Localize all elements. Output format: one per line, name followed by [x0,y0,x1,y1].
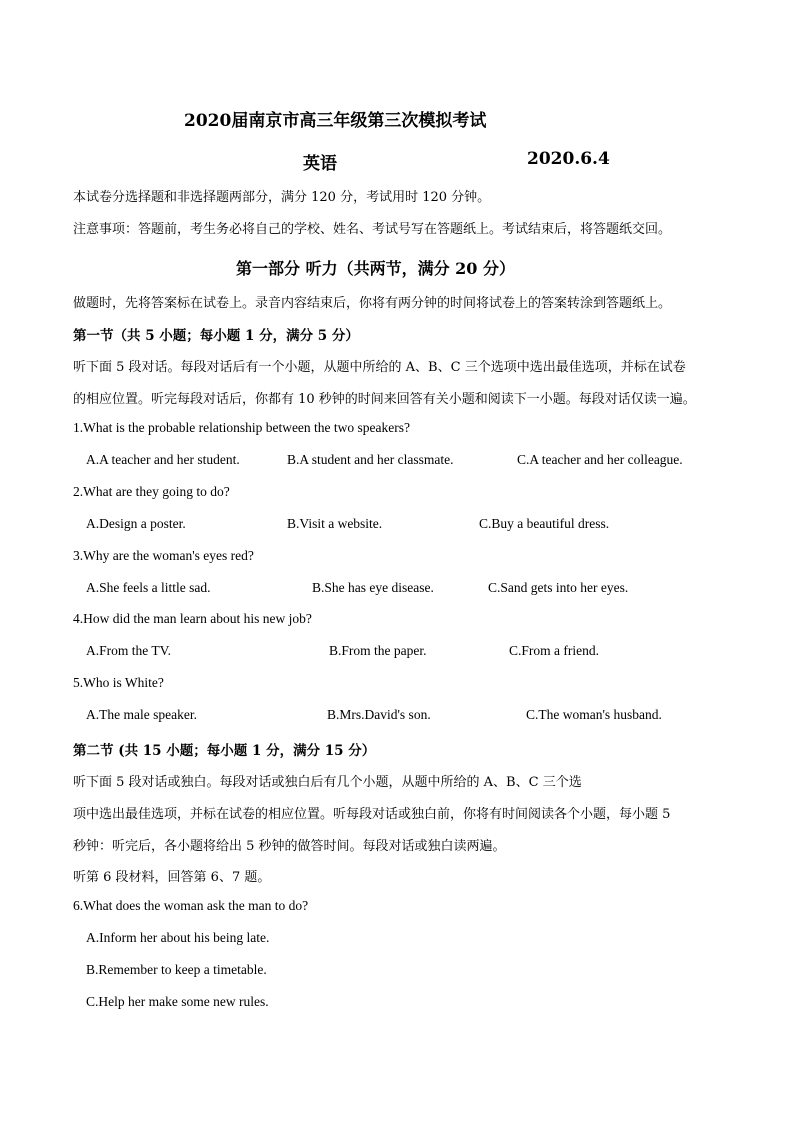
q2-option-b: B.Visit a website. [287,516,383,531]
exam-title: 2020届南京市高三年级第三次模拟考试 [184,111,487,131]
section1-instruction-1: 听下面 5 段对话。每段对话后有一个小题，从题中所给的 A、B、C 三个选项中选出最佳选项，并标在试卷 [73,360,686,375]
intro-line-2: 注意事项：答题前，考生务必将自己的学校、姓名、考试号写在答题纸上。考试结束后，将答题纸交回。 [73,222,672,237]
q1-option-a: A.A teacher and her student. [86,452,240,467]
q6-option-c: C.Help her make some new rules. [86,994,269,1009]
section2-instruction-3: 秒钟：听完后，各小题将给出 5 秒钟的做答时间。每段对话或独白读两遍。 [73,839,506,854]
question-2: 2.What are they going to do? [73,484,230,499]
q4-option-a: A.From the TV. [86,643,172,658]
q1-option-b: B.A student and her classmate. [287,452,454,467]
material-6-note: 听第 6 段材料，回答第 6、7 题。 [73,870,271,885]
section2-heading: 第二节 (共 15 小题；每小题 1 分，满分 15 分） [73,743,376,759]
q4-option-b: B.From the paper. [329,643,427,658]
question-6: 6.What does the woman ask the man to do? [73,898,309,913]
q3-option-c: C.Sand gets into her eyes. [488,580,629,595]
q2-option-a: A.Design a poster. [86,516,186,531]
intro-line-1: 本试卷分选择题和非选择题两部分，满分 120 分，考试用时 120 分钟。 [73,190,491,205]
section2-instruction-2: 项中选出最佳选项，并标在试卷的相应位置。听每段对话或独白前，你将有时间阅读各个小题，每小题 5 [73,807,671,822]
part1-instruction: 做题时，先将答案标在试卷上。录音内容结束后，你将有两分钟的时间将试卷上的答案转涂到答题纸上。 [73,296,672,311]
question-4: 4.How did the man learn about his new job? [73,611,312,626]
section1-heading: 第一节（共 5 小题；每小题 1 分，满分 5 分） [73,328,359,344]
part1-heading: 第一部分 听力（共两节，满分 20 分） [236,259,515,278]
q6-option-a: A.Inform her about his being late. [86,930,270,945]
subject-label: 英语 [303,154,337,174]
question-5: 5.Who is White? [73,675,164,690]
section1-instruction-2: 的相应位置。听完每段对话后，你都有 10 秒钟的时间来回答有关小题和阅读下一小题。每段对话仅读一遍。 [73,392,696,407]
q5-option-a: A.The male speaker. [86,707,197,722]
exam-date: 2020.6.4 [527,149,610,169]
q4-option-c: C.From a friend. [509,643,599,658]
q3-option-b: B.She has eye disease. [312,580,434,595]
q3-option-a: A.She feels a little sad. [86,580,211,595]
q6-option-b: B.Remember to keep a timetable. [86,962,267,977]
q5-option-c: C.The woman's husband. [526,707,662,722]
q1-option-c: C.A teacher and her colleague. [517,452,683,467]
question-3: 3.Why are the woman's eyes red? [73,548,254,563]
question-1: 1.What is the probable relationship between the two speakers? [73,420,411,435]
section2-instruction-1: 听下面 5 段对话或独白。每段对话或独白后有几个小题，从题中所给的 A、B、C 三个选 [73,775,582,790]
q5-option-b: B.Mrs.David's son. [327,707,431,722]
q2-option-c: C.Buy a beautiful dress. [479,516,610,531]
